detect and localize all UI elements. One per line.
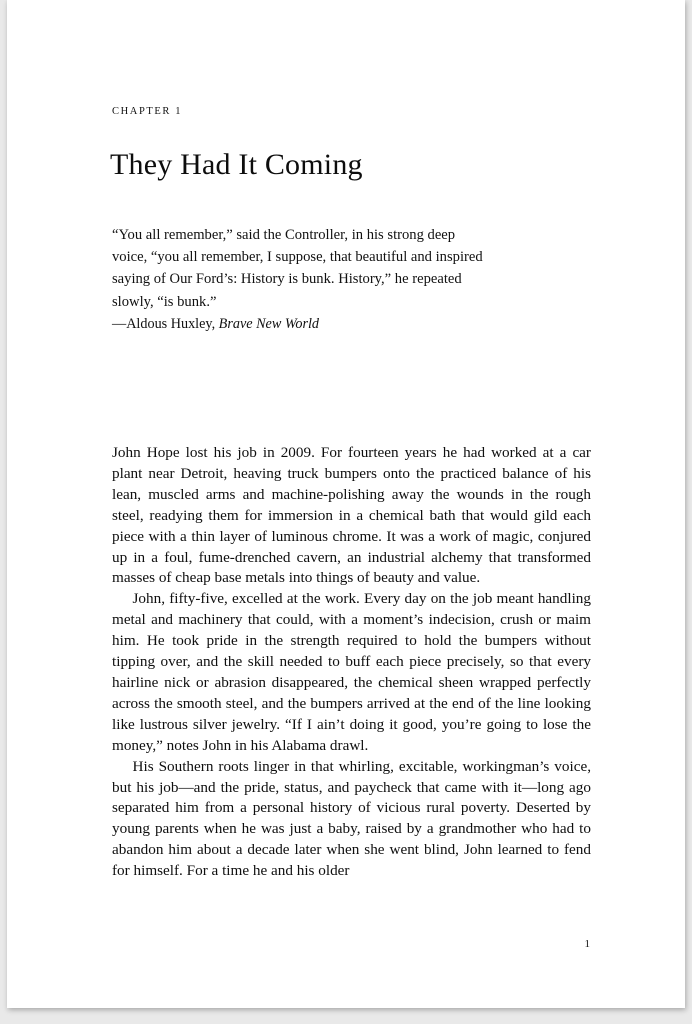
- page-number: 1: [584, 938, 591, 950]
- paragraph: His Southern roots linger in that whirling, excitable, workingman’s voice, but his job—and the pride, status, and paycheck that came with it—long ago separated him from a personal history of vicious rural poverty. Deserted by young parents when he was just a baby, raised by a grandmother who had to abandon him about a decade later when she went blind, John learned to fend for himself. For a time he and his older: [112, 757, 591, 880]
- book-page: [7, 0, 685, 1008]
- epigraph-work-title: Brave New World: [218, 315, 320, 332]
- page-title: They Had It Coming: [110, 148, 363, 181]
- epigraph-author: —Aldous Huxley,: [112, 315, 219, 332]
- epigraph-attribution: [112, 313, 484, 335]
- epigraph-block: [112, 224, 484, 335]
- body-text: [112, 443, 591, 882]
- epigraph-quote: “You all remember,” said the Controller, in his strong deep voice, “you all remember, I suppose, that beautiful and inspired saying of Our Ford’s: History is bunk. History,” he repeated slowly, “is bunk.”: [112, 227, 483, 310]
- chapter-label: CHAPTER 1: [112, 106, 183, 117]
- page-content: [112, 0, 591, 1008]
- paragraph: John Hope lost his job in 2009. For fourteen years he had worked at a car plant near Detroit, heaving truck bumpers onto the practiced balance of his lean, muscled arms and machine-polishing away the wounds in the rough steel, readying them for immersion in a chemical bath that would gild each piece with a thin layer of luminous chrome. It was a work of magic, conjured up in a foul, fume-drenched cavern, an industrial alchemy that transformed masses of cheap base metals into things of beauty and value.: [112, 444, 591, 587]
- paragraph: John, fifty-five, excelled at the work. Every day on the job meant handling metal and machinery that could, with a moment’s indecision, crush or maim him. He took pride in the strength required to hold the bumpers without tipping over, and the skill needed to buff each piece precisely, so that every hairline nick or abrasion disappeared, the chemical sheen wrapped perfectly across the smooth steel, and the bumpers arrived at the end of the line looking like lustrous silver jewelry. “If I ain’t doing it good, you’re going to lose the money,” notes John in his Alabama drawl.: [112, 590, 591, 754]
